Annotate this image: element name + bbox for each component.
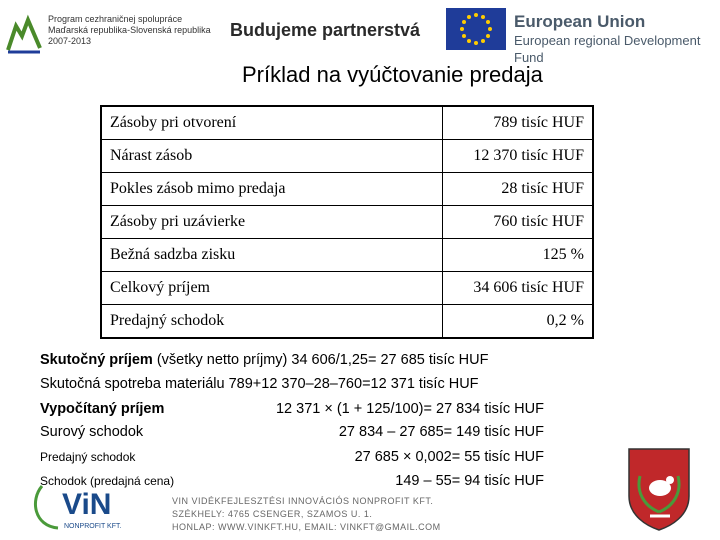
table-row — [101, 140, 593, 173]
program-logo — [4, 8, 218, 60]
vin-logo-subtext: NONPROFIT KFT. — [64, 523, 122, 530]
row-label: Nárast zásob — [101, 140, 443, 173]
calc-value: 149 – 55= 94 tisíc HUF — [395, 473, 544, 489]
calc-label: Vypočítaný príjem — [40, 401, 165, 417]
row-label: Pokles zásob mimo predaja — [101, 173, 443, 206]
page-title: Príklad na vyúčtovanie predaja — [242, 62, 543, 87]
vin-logo-icon — [28, 480, 156, 536]
row-label: Zásoby pri otvorení — [101, 106, 443, 140]
calc-label: Schodok (predajná cena) — [40, 474, 175, 488]
table-row — [101, 206, 593, 239]
footer-contact — [172, 495, 441, 534]
partnership-title: Budujeme partnerstvá — [230, 20, 421, 40]
row-value: 28 tisíc HUF — [443, 173, 594, 206]
eu-title: European Union — [514, 12, 646, 31]
footer-line-2: SZÉKHELY: 4765 CSENGER, SZAMOS U. 1. — [172, 509, 373, 519]
row-label: Celkový príjem — [101, 272, 443, 305]
footer-line-1: VIN VIDÉKFEJLESZTÉSI INNOVÁCIÓS NONPROFIT KFT. — [172, 496, 434, 506]
calc-value: 27 685 × 0,002= 55 tisíc HUF — [354, 449, 544, 465]
calc-label: Skutočný príjem — [40, 352, 153, 368]
row-label: Bežná sadzba zisku — [101, 239, 443, 272]
table-row — [101, 239, 593, 272]
table-row — [101, 106, 593, 140]
footer-line-3: HONLAP: WWW.VINKFT.HU, EMAIL: VINKFT@GMAIL.COM — [172, 522, 441, 532]
table-row — [101, 173, 593, 206]
calc-line-3 — [40, 398, 544, 420]
row-value: 34 606 tisíc HUF — [443, 272, 594, 305]
table-row — [101, 305, 593, 339]
calc-line-5 — [40, 446, 544, 468]
row-value: 789 tisíc HUF — [443, 106, 594, 140]
sales-table — [100, 105, 594, 339]
program-line-3: 2007-2013 — [48, 36, 92, 46]
calc-label: Surový schodok — [40, 424, 144, 440]
eu-subtitle: European regional Development Fund — [514, 33, 701, 65]
calc-line-2 — [40, 373, 479, 395]
calc-value: 12 371 × (1 + 125/100)= 27 834 tisíc HUF — [275, 401, 544, 417]
row-value: 0,2 % — [443, 305, 594, 339]
table-row — [101, 272, 593, 305]
program-line-2: Maďarská republika-Slovenská republika — [48, 25, 211, 35]
row-label: Predajný schodok — [101, 305, 443, 339]
calc-value: 27 834 – 27 685= 149 tisíc HUF — [338, 424, 544, 440]
row-value: 12 370 tisíc HUF — [443, 140, 594, 173]
program-line-1: Program cezhraničnej spolupráce — [48, 14, 183, 24]
calc-text: (všetky netto príjmy) 34 606/1,25= 27 685 tisíc HUF — [152, 352, 489, 368]
coat-of-arms-icon — [626, 446, 692, 532]
program-mark-icon — [4, 12, 44, 56]
vin-logo-text: ViN — [62, 488, 112, 521]
calc-line-4 — [40, 421, 544, 443]
calc-line-1 — [40, 349, 488, 371]
calc-text: Skutočná spotreba materiálu 789+12 370–28–760=12 371 tisíc HUF — [40, 376, 479, 392]
row-label: Zásoby pri uzávierke — [101, 206, 443, 239]
row-value: 125 % — [443, 239, 594, 272]
row-value: 760 tisíc HUF — [443, 206, 594, 239]
eu-flag-icon — [446, 8, 506, 50]
calc-label: Predajný schodok — [40, 450, 136, 464]
